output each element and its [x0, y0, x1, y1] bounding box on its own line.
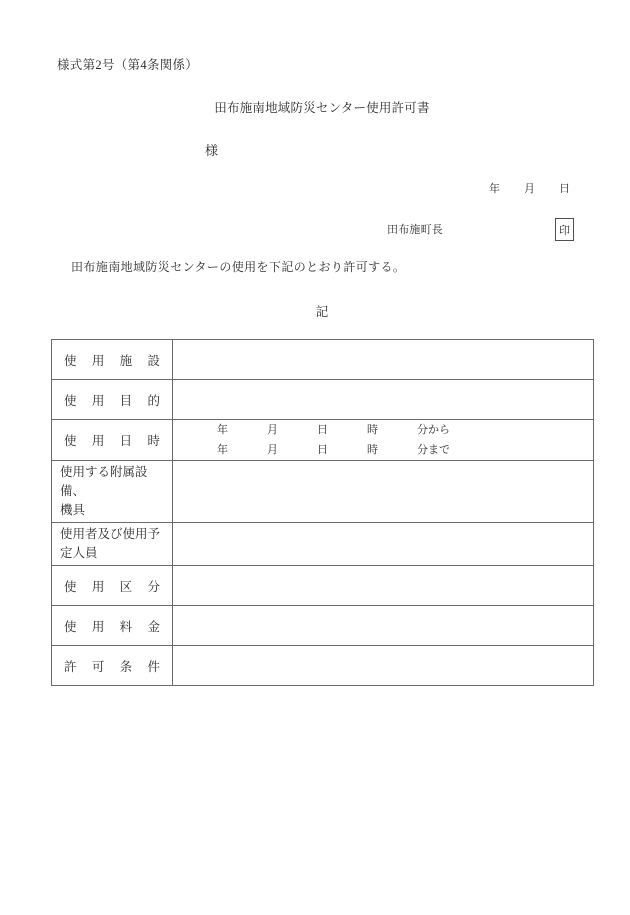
datetime-from-day-label: 日 [317, 424, 328, 436]
row-label-use-category: 使 用 区 分 [64, 579, 160, 594]
issue-date-line [489, 180, 570, 196]
row-label-use-purpose: 使 用 目 的 [64, 393, 160, 408]
datetime-from-line [179, 420, 587, 440]
datetime-to-minute-label: 分まで [417, 444, 450, 456]
row-label-users-line1: 使用者及び使用予 [60, 527, 161, 541]
value-cell-equipment [173, 461, 594, 523]
row-label-users-line2: 定人員 [60, 546, 98, 560]
row-label-cell-users-and-number [52, 523, 173, 566]
row-label-use-fee: 使 用 料 金 [64, 619, 160, 634]
seal-placeholder-box [555, 218, 574, 241]
value-cell-users-and-number [173, 523, 594, 566]
datetime-from-minute-label: 分から [417, 424, 450, 436]
value-cell-use-category [173, 566, 594, 606]
row-label-cell-use-facility [52, 340, 173, 380]
row-label-cell-use-fee [52, 606, 173, 646]
table-row-use-datetime [52, 420, 594, 461]
issue-date-month-label: 月 [524, 183, 535, 195]
table-row-use-fee [52, 606, 594, 646]
datetime-to-year-label: 年 [217, 444, 228, 456]
value-cell-use-facility [173, 340, 594, 380]
seal-mark: 印 [559, 224, 570, 237]
row-label-equipment-line1: 使用する附属設備、 [60, 465, 148, 498]
datetime-from-hour-label: 時 [367, 424, 378, 436]
row-label-permit-conditions: 許 可 条 件 [64, 659, 160, 674]
table-row-use-facility [52, 340, 594, 380]
datetime-from-month-label: 月 [267, 424, 278, 436]
table-row-use-category [52, 566, 594, 606]
row-label-cell-equipment [52, 461, 173, 523]
value-cell-use-datetime [173, 420, 594, 461]
datetime-to-day-label: 日 [317, 444, 328, 456]
row-label-cell-use-datetime [52, 420, 173, 461]
table-row-use-purpose [52, 380, 594, 420]
document-title: 田布施南地域防災センター使用許可書 [214, 101, 430, 115]
table-row-users-and-number [52, 523, 594, 566]
section-marker: 記 [315, 305, 329, 319]
row-label-cell-use-category [52, 566, 173, 606]
row-label-cell-permit-conditions [52, 646, 173, 686]
row-label-use-datetime: 使 用 日 時 [64, 434, 160, 448]
table-row-permit-conditions [52, 646, 594, 686]
addressee-suffix-label: 様 [205, 143, 219, 158]
table-row-equipment [52, 461, 594, 523]
datetime-to-line [179, 440, 587, 460]
value-cell-use-fee [173, 606, 594, 646]
value-cell-use-purpose [173, 380, 594, 420]
value-cell-permit-conditions [173, 646, 594, 686]
permit-table [51, 339, 594, 686]
issuer-title-label: 田布施町長 [387, 224, 443, 236]
row-label-use-facility: 使 用 施 設 [64, 353, 160, 368]
form-number-label: 様式第2号（第4条関係） [57, 58, 199, 72]
row-label-equipment-line2: 機具 [60, 503, 86, 517]
datetime-from-year-label: 年 [217, 424, 228, 436]
permission-statement: 田布施南地域防災センターの使用を下記のとおり許可する。 [71, 260, 406, 274]
datetime-to-hour-label: 時 [367, 444, 378, 456]
issue-date-year-label: 年 [489, 183, 500, 195]
row-label-cell-use-purpose [52, 380, 173, 420]
datetime-to-month-label: 月 [267, 444, 278, 456]
issue-date-day-label: 日 [559, 183, 570, 195]
